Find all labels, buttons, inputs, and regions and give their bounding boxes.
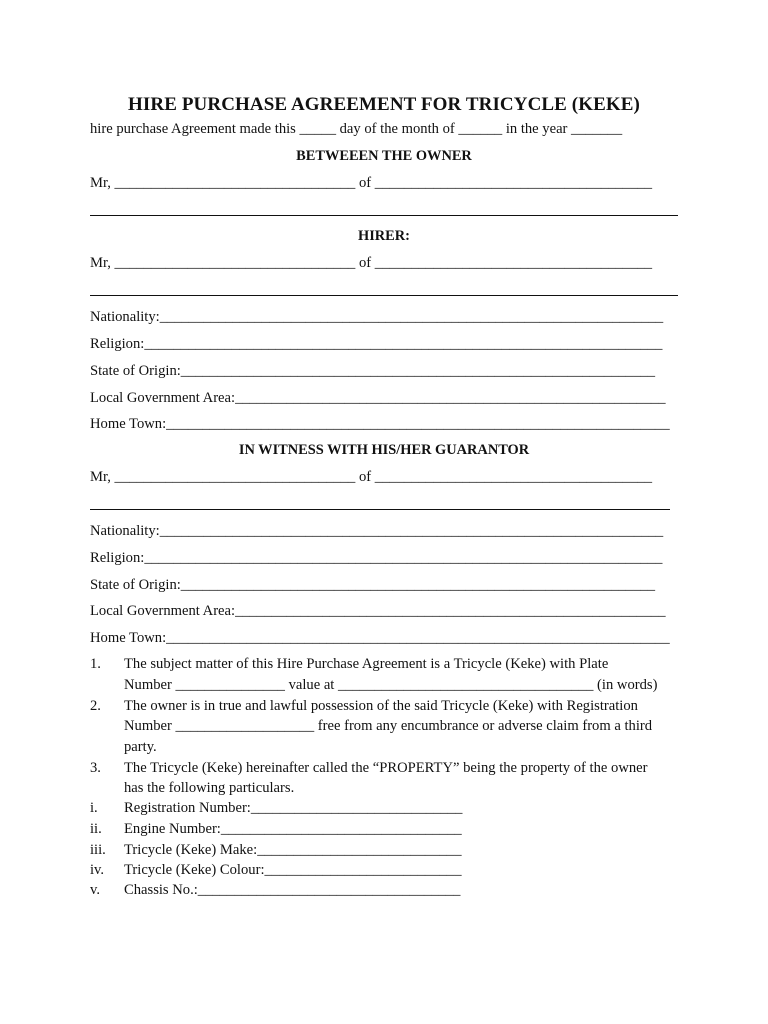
document-title: HIRE PURCHASE AGREEMENT FOR TRICYCLE (KEKE) — [128, 94, 640, 115]
clause-text-line: The owner is in true and lawful possession of the said Tricycle (Keke) with Registration — [124, 698, 638, 714]
guarantor-name-row: Mr, _________________________________ of ______________________________________ — [90, 469, 653, 485]
clause-number: 2. — [90, 698, 101, 714]
chassis-number-field: Chassis No.:____________________________________ — [124, 882, 461, 898]
owner-name-row: Mr, _________________________________ of ______________________________________ — [90, 175, 653, 191]
guarantor-home-town-field: Home Town:_____________________________________________________________________ — [90, 630, 670, 646]
clause-text-line: party. — [124, 739, 157, 755]
particular-number: iv. — [90, 862, 105, 878]
guarantor-address-line — [90, 509, 670, 510]
hirer-state-of-origin-field: State of Origin:_________________________________________________________________ — [90, 363, 656, 379]
particular-number: i. — [90, 800, 98, 816]
particular-number: v. — [90, 882, 100, 898]
owner-address-line — [90, 215, 678, 216]
hirer-nationality-field: Nationality:_____________________________________________________________________ — [90, 309, 664, 325]
particular-number: iii. — [90, 842, 106, 858]
clause-text-line: Number ___________________ free from any encumbrance or adverse claim from a third — [124, 718, 653, 734]
agreement-intro: hire purchase Agreement made this _____ day of the month of ______ in the year _______ — [90, 121, 623, 137]
hirer-lga-field: Local Government Area:___________________________________________________________ — [90, 390, 666, 406]
tricycle-make-field: Tricycle (Keke) Make:____________________________ — [124, 842, 462, 858]
registration-number-field: Registration Number:_____________________________ — [124, 800, 463, 816]
particular-number: ii. — [90, 821, 102, 837]
hirer-religion-field: Religion:_______________________________________________________________________ — [90, 336, 663, 352]
hirer-name-row: Mr, _________________________________ of ______________________________________ — [90, 255, 653, 271]
hirer-home-town-field: Home Town:_____________________________________________________________________ — [90, 416, 670, 432]
guarantor-heading: IN WITNESS WITH HIS/HER GUARANTOR — [238, 442, 530, 458]
clause-text-line: has the following particulars. — [124, 780, 295, 796]
hirer-address-line — [90, 295, 678, 296]
guarantor-state-of-origin-field: State of Origin:_________________________________________________________________ — [90, 577, 656, 593]
hirer-heading: HIRER: — [358, 228, 410, 244]
clause-text-line: The subject matter of this Hire Purchase Agreement is a Tricycle (Keke) with Plate — [124, 656, 609, 672]
guarantor-religion-field: Religion:_______________________________________________________________________ — [90, 550, 663, 566]
guarantor-nationality-field: Nationality:_____________________________________________________________________ — [90, 523, 664, 539]
clause-text-line: Number _______________ value at ___________________________________ (in words) — [124, 677, 658, 693]
guarantor-lga-field: Local Government Area:___________________________________________________________ — [90, 603, 666, 619]
clause-number: 1. — [90, 656, 101, 672]
clause-number: 3. — [90, 760, 101, 776]
engine-number-field: Engine Number:_________________________________ — [124, 821, 462, 837]
tricycle-colour-field: Tricycle (Keke) Colour:___________________________ — [124, 862, 462, 878]
clause-text-line: The Tricycle (Keke) hereinafter called the “PROPERTY” being the property of the owner — [124, 760, 648, 776]
owner-heading: BETWEEEN THE OWNER — [296, 148, 472, 164]
